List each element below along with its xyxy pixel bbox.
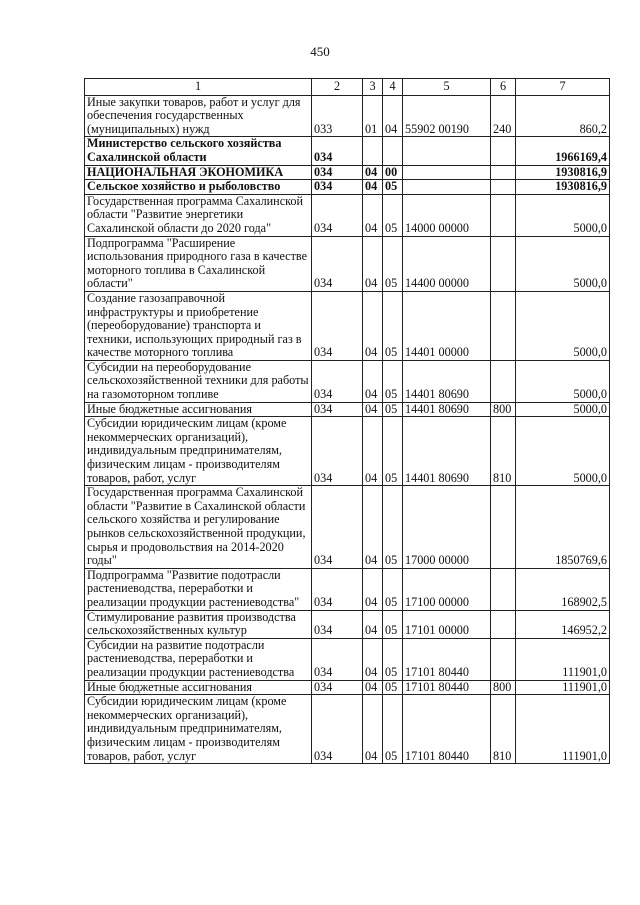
row-amount-cell: 168902,5 xyxy=(516,568,610,610)
row-ministry-code-cell: 034 xyxy=(312,568,363,610)
header-cell: 4 xyxy=(383,79,403,96)
row-expense-type-cell xyxy=(491,137,516,165)
row-amount-cell: 1966169,4 xyxy=(516,137,610,165)
header-cell: 2 xyxy=(312,79,363,96)
row-amount-cell: 146952,2 xyxy=(516,610,610,638)
row-target-article-cell xyxy=(403,165,491,180)
table-row xyxy=(85,137,610,165)
row-amount-cell: 860,2 xyxy=(516,95,610,137)
row-ministry-code-cell: 034 xyxy=(312,194,363,236)
row-subsection-code-cell: 05 xyxy=(383,695,403,764)
row-target-article-cell: 17101 80440 xyxy=(403,695,491,764)
row-target-article-cell: 17101 80440 xyxy=(403,680,491,695)
row-ministry-code-cell: 034 xyxy=(312,638,363,680)
table-header-row xyxy=(85,79,610,96)
row-expense-type-cell xyxy=(491,180,516,195)
row-section-code-cell: 04 xyxy=(363,360,383,402)
row-section-code-cell: 04 xyxy=(363,695,383,764)
table-row xyxy=(85,194,610,236)
row-section-code-cell: 04 xyxy=(363,165,383,180)
row-name-cell: Субсидии на развитие подотрасли растениеводства, переработки и реализации продукции растениеводства xyxy=(85,638,312,680)
row-name-cell: Подпрограмма "Расширение использования природного газа в качестве моторного топлива в Сахалинской области" xyxy=(85,236,312,291)
row-subsection-code-cell: 05 xyxy=(383,180,403,195)
row-expense-type-cell: 800 xyxy=(491,680,516,695)
row-expense-type-cell xyxy=(491,360,516,402)
row-section-code-cell: 04 xyxy=(363,680,383,695)
row-amount-cell: 1930816,9 xyxy=(516,165,610,180)
row-amount-cell: 5000,0 xyxy=(516,417,610,486)
table-row xyxy=(85,360,610,402)
row-subsection-code-cell: 05 xyxy=(383,291,403,360)
row-name-cell: Субсидии юридическим лицам (кроме некоммерческих организаций), индивидуальным предпринимателям, физическим лицам - производителям товаров, работ, услуг xyxy=(85,695,312,764)
row-section-code-cell: 04 xyxy=(363,236,383,291)
table-row xyxy=(85,180,610,195)
row-expense-type-cell xyxy=(491,568,516,610)
row-ministry-code-cell: 034 xyxy=(312,402,363,417)
row-name-cell: Государственная программа Сахалинской области "Развитие в Сахалинской области сельского хозяйства и регулирование рынков сельскохозяйственной продукции, сырья и продовольствия на 2014-2020 годы" xyxy=(85,486,312,569)
row-expense-type-cell xyxy=(491,165,516,180)
row-amount-cell: 5000,0 xyxy=(516,360,610,402)
row-target-article-cell: 14401 80690 xyxy=(403,417,491,486)
header-cell: 1 xyxy=(85,79,312,96)
row-expense-type-cell xyxy=(491,610,516,638)
row-section-code-cell xyxy=(363,137,383,165)
row-name-cell: Иные бюджетные ассигнования xyxy=(85,680,312,695)
row-subsection-code-cell: 00 xyxy=(383,165,403,180)
row-ministry-code-cell: 034 xyxy=(312,165,363,180)
table-row xyxy=(85,236,610,291)
row-name-cell: Министерство сельского хозяйства Сахалинской области xyxy=(85,137,312,165)
row-expense-type-cell: 810 xyxy=(491,695,516,764)
row-expense-type-cell: 240 xyxy=(491,95,516,137)
row-expense-type-cell: 810 xyxy=(491,417,516,486)
row-ministry-code-cell: 034 xyxy=(312,360,363,402)
row-ministry-code-cell: 034 xyxy=(312,236,363,291)
row-section-code-cell: 04 xyxy=(363,486,383,569)
budget-table xyxy=(84,78,610,764)
row-name-cell: Государственная программа Сахалинской области "Развитие энергетики Сахалинской области до 2020 года" xyxy=(85,194,312,236)
row-amount-cell: 111901,0 xyxy=(516,695,610,764)
row-subsection-code-cell xyxy=(383,137,403,165)
table-row xyxy=(85,402,610,417)
table-row xyxy=(85,486,610,569)
row-target-article-cell xyxy=(403,180,491,195)
table-body xyxy=(85,95,610,764)
row-amount-cell: 1930816,9 xyxy=(516,180,610,195)
row-amount-cell: 111901,0 xyxy=(516,680,610,695)
row-amount-cell: 5000,0 xyxy=(516,402,610,417)
header-cell: 3 xyxy=(363,79,383,96)
row-target-article-cell xyxy=(403,137,491,165)
row-section-code-cell: 04 xyxy=(363,610,383,638)
header-cell: 5 xyxy=(403,79,491,96)
row-ministry-code-cell: 034 xyxy=(312,180,363,195)
row-expense-type-cell xyxy=(491,638,516,680)
table-row xyxy=(85,568,610,610)
table-row xyxy=(85,610,610,638)
row-target-article-cell: 14401 80690 xyxy=(403,402,491,417)
row-name-cell: Подпрограмма "Развитие подотрасли растениеводства, переработки и реализации продукции растениеводства" xyxy=(85,568,312,610)
row-ministry-code-cell: 034 xyxy=(312,486,363,569)
row-target-article-cell: 55902 00190 xyxy=(403,95,491,137)
row-target-article-cell: 14400 00000 xyxy=(403,236,491,291)
row-ministry-code-cell: 034 xyxy=(312,610,363,638)
row-target-article-cell: 14000 00000 xyxy=(403,194,491,236)
row-section-code-cell: 04 xyxy=(363,402,383,417)
row-ministry-code-cell: 034 xyxy=(312,695,363,764)
row-name-cell: Иные бюджетные ассигнования xyxy=(85,402,312,417)
row-expense-type-cell xyxy=(491,194,516,236)
row-subsection-code-cell: 05 xyxy=(383,610,403,638)
row-name-cell: Субсидии на переоборудование сельскохозяйственной техники для работы на газомоторном топливе xyxy=(85,360,312,402)
row-subsection-code-cell: 05 xyxy=(383,638,403,680)
row-subsection-code-cell: 05 xyxy=(383,417,403,486)
row-section-code-cell: 04 xyxy=(363,638,383,680)
row-name-cell: Создание газозаправочной инфраструктуры и приобретение (переоборудование) транспорта и техники, использующих природный газ в качестве моторного топлива xyxy=(85,291,312,360)
row-amount-cell: 111901,0 xyxy=(516,638,610,680)
row-subsection-code-cell: 05 xyxy=(383,680,403,695)
row-target-article-cell: 14401 80690 xyxy=(403,360,491,402)
header-cell: 7 xyxy=(516,79,610,96)
row-target-article-cell: 17101 00000 xyxy=(403,610,491,638)
table-row xyxy=(85,95,610,137)
row-target-article-cell: 14401 00000 xyxy=(403,291,491,360)
row-name-cell: НАЦИОНАЛЬНАЯ ЭКОНОМИКА xyxy=(85,165,312,180)
row-ministry-code-cell: 034 xyxy=(312,137,363,165)
table-row xyxy=(85,638,610,680)
header-cell: 6 xyxy=(491,79,516,96)
table-row xyxy=(85,695,610,764)
row-section-code-cell: 01 xyxy=(363,95,383,137)
row-target-article-cell: 17000 00000 xyxy=(403,486,491,569)
table-row xyxy=(85,291,610,360)
row-target-article-cell: 17101 80440 xyxy=(403,638,491,680)
row-ministry-code-cell: 034 xyxy=(312,417,363,486)
row-section-code-cell: 04 xyxy=(363,291,383,360)
row-subsection-code-cell: 05 xyxy=(383,568,403,610)
row-subsection-code-cell: 05 xyxy=(383,194,403,236)
row-ministry-code-cell: 034 xyxy=(312,680,363,695)
row-section-code-cell: 04 xyxy=(363,194,383,236)
row-subsection-code-cell: 05 xyxy=(383,236,403,291)
row-section-code-cell: 04 xyxy=(363,180,383,195)
row-ministry-code-cell: 033 xyxy=(312,95,363,137)
row-expense-type-cell: 800 xyxy=(491,402,516,417)
row-name-cell: Сельское хозяйство и рыболовство xyxy=(85,180,312,195)
row-subsection-code-cell: 04 xyxy=(383,95,403,137)
row-name-cell: Иные закупки товаров, работ и услуг для обеспечения государственных (муниципальных) нужд xyxy=(85,95,312,137)
row-ministry-code-cell: 034 xyxy=(312,291,363,360)
table-row xyxy=(85,680,610,695)
row-amount-cell: 5000,0 xyxy=(516,291,610,360)
row-subsection-code-cell: 05 xyxy=(383,360,403,402)
row-subsection-code-cell: 05 xyxy=(383,486,403,569)
row-amount-cell: 5000,0 xyxy=(516,194,610,236)
row-section-code-cell: 04 xyxy=(363,568,383,610)
row-name-cell: Стимулирование развития производства сельскохозяйственных культур xyxy=(85,610,312,638)
page-number: 450 xyxy=(310,44,330,59)
table-row xyxy=(85,165,610,180)
row-section-code-cell: 04 xyxy=(363,417,383,486)
row-amount-cell: 1850769,6 xyxy=(516,486,610,569)
row-name-cell: Субсидии юридическим лицам (кроме некоммерческих организаций), индивидуальным предпринимателям, физическим лицам - производителям товаров, работ, услуг xyxy=(85,417,312,486)
table-row xyxy=(85,417,610,486)
row-target-article-cell: 17100 00000 xyxy=(403,568,491,610)
row-expense-type-cell xyxy=(491,291,516,360)
row-subsection-code-cell: 05 xyxy=(383,402,403,417)
row-expense-type-cell xyxy=(491,236,516,291)
row-expense-type-cell xyxy=(491,486,516,569)
row-amount-cell: 5000,0 xyxy=(516,236,610,291)
